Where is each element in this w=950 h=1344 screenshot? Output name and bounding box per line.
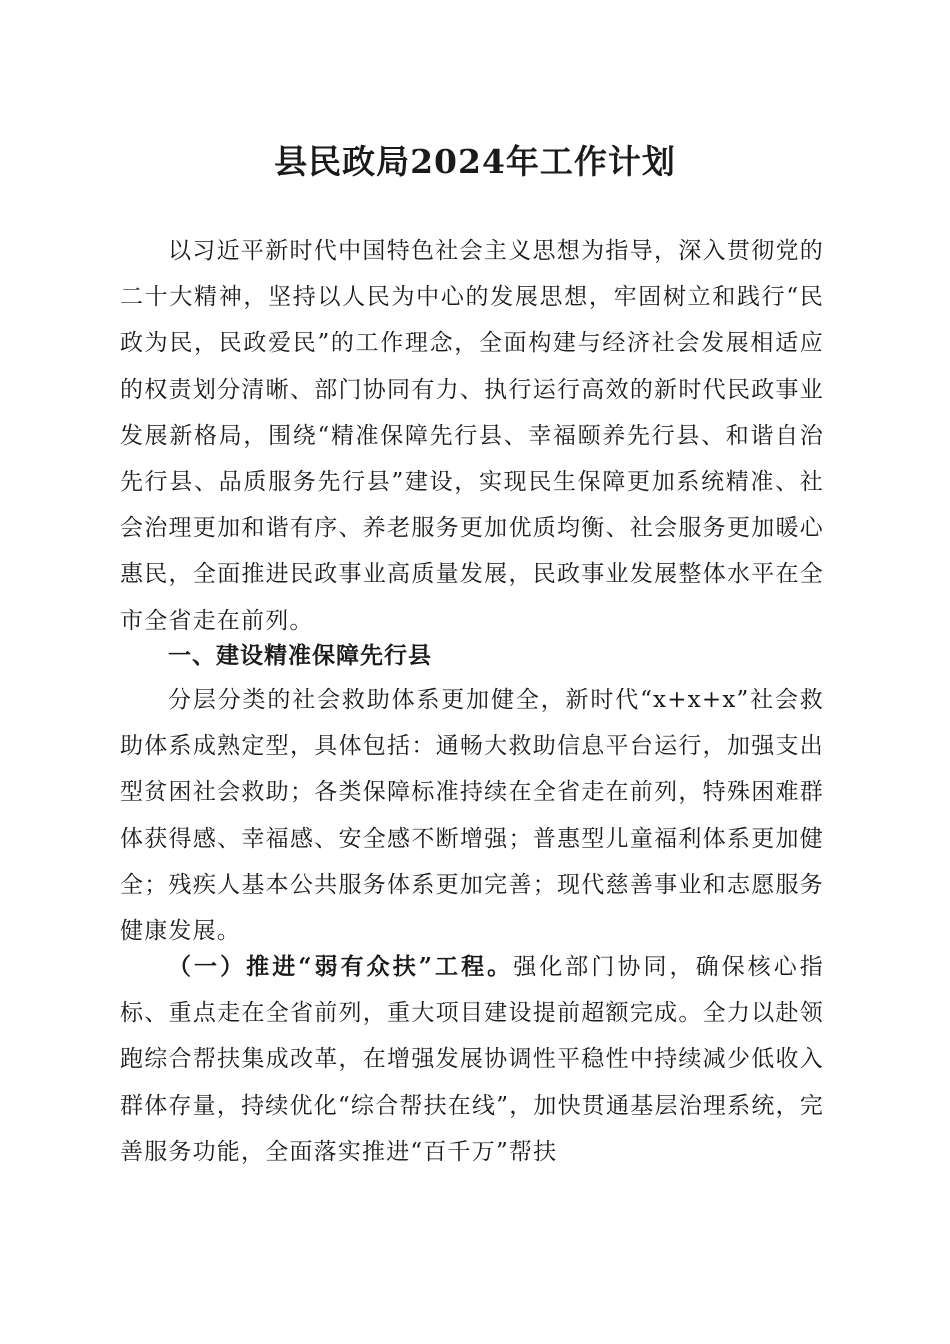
- section-heading: 一、建设精准保障先行县: [168, 643, 432, 669]
- subsection-paragraph: [120, 944, 824, 1175]
- subsection-label: （一）推进“弱有众扶”工程。: [168, 953, 514, 980]
- intro-paragraph: 以习近平新时代中国特色社会主义思想为指导，深入贯彻党的二十大精神，坚持以人民为中心的发展思想，牢固树立和践行“民政为民，民政爱民”的工作理念，全面构建与经济社会发展相适应的权责划分清晰、部门协同有力、执行运行高效的新时代民政事业发展新格局，围绕“精准保障先行县、幸福颐养先行县、和谐自治先行县、品质服务先行县”建设，实现民生保障更加系统精准、社会治理更加和谐有序、养老服务更加优质均衡、社会服务更加暖心惠民，全面推进民政事业高质量发展，民政事业发展整体水平在全市全省走在前列。: [120, 238, 824, 634]
- document-title: 县民政局2024年工作计划: [274, 142, 676, 181]
- section-paragraph: 分层分类的社会救助体系更加健全，新时代“x+x+x”社会救助体系成熟定型，具体包括：通畅大救助信息平台运行，加强支出型贫困社会救助；各类保障标准持续在全省走在前列，特殊困难群体获得感、幸福感、安全感不断增强；普惠型儿童福利体系更加健全；残疾人基本公共服务体系更加完善；现代慈善事业和志愿服务健康发展。: [120, 687, 824, 945]
- subsection-text: 强化部门协同，确保核心指标、重点走在全省前列，重大项目建设提前超额完成。全力以赴领跑综合帮扶集成改革，在增强发展协调性平稳性中持续减少低收入群体存量，持续优化“综合帮扶在线”，加快贯通基层治理系统，完善服务功能，全面落实推进“百千万”帮扶: [120, 954, 824, 1165]
